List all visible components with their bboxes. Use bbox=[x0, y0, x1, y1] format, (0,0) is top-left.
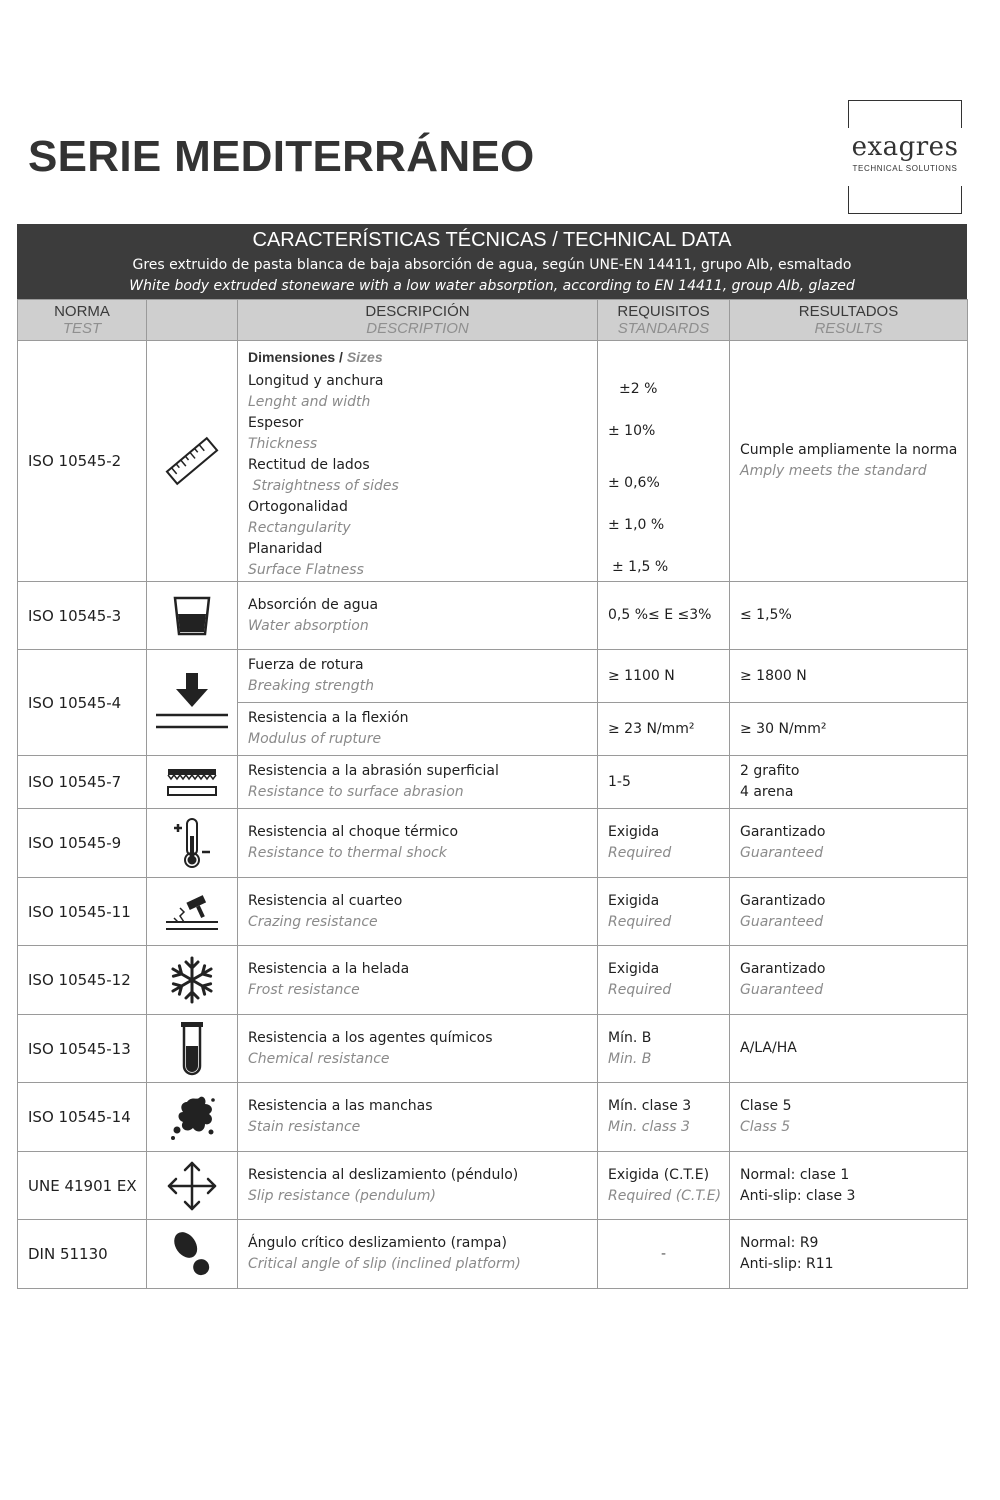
requirement-cell: Exigida Required bbox=[598, 878, 730, 946]
description-cell: Resistencia a la flexión Modulus of rupture bbox=[238, 703, 598, 756]
technical-data-title: CARACTERÍSTICAS TÉCNICAS / TECHNICAL DATA bbox=[252, 229, 732, 251]
column-header-resultados: RESULTADOS RESULTS bbox=[730, 300, 968, 341]
table-row bbox=[18, 582, 968, 650]
norm-cell: ISO 10545-2 bbox=[18, 341, 147, 582]
requirement-cell: Mín. B Min. B bbox=[598, 1015, 730, 1083]
description-cell: Resistencia a los agentes químicos Chemical resistance bbox=[238, 1015, 598, 1083]
table-row bbox=[18, 1015, 968, 1083]
requirement-cell: ≥ 1100 N bbox=[598, 650, 730, 703]
logo-name: exagres bbox=[851, 132, 959, 162]
technical-data-sheet bbox=[17, 224, 967, 1289]
column-header-norma: NORMA TEST bbox=[18, 300, 147, 341]
brand-logo bbox=[848, 100, 962, 214]
result-cell: Normal: R9 Anti-slip: R11 bbox=[730, 1220, 968, 1289]
water-glass-icon bbox=[147, 582, 238, 650]
description-cell: Fuerza de rotura Breaking strength bbox=[238, 650, 598, 703]
norm-cell: UNE 41901 EX bbox=[18, 1152, 147, 1220]
column-header-requisitos: REQUISITOS STANDARDS bbox=[598, 300, 730, 341]
description-cell: Resistencia a las manchas Stain resistance bbox=[238, 1083, 598, 1152]
thermometer-icon bbox=[147, 809, 238, 878]
abrasion-icon bbox=[147, 756, 238, 809]
ruler-icon bbox=[147, 341, 238, 582]
technical-data-table bbox=[17, 299, 968, 1289]
force-arrow-icon bbox=[147, 650, 238, 756]
result-cell: Garantizado Guaranteed bbox=[730, 878, 968, 946]
column-header-icon bbox=[147, 300, 238, 341]
table-row bbox=[18, 1083, 968, 1152]
requirement-cell: ±2 % ± 10% ± 0,6% ± 1,0 % ± 1,5 % bbox=[598, 341, 730, 582]
description-cell: Resistencia al cuarteo Crazing resistance bbox=[238, 878, 598, 946]
technical-data-subtitle-en: White body extruded stoneware with a low water absorption, according to EN 14411, group AIb, glazed bbox=[129, 278, 855, 294]
requirement-cell: 1-5 bbox=[598, 756, 730, 809]
crazing-hammer-icon bbox=[147, 878, 238, 946]
requirement-cell: Exigida Required bbox=[598, 946, 730, 1015]
test-tube-icon bbox=[147, 1015, 238, 1083]
norm-cell: ISO 10545-3 bbox=[18, 582, 147, 650]
norm-cell: ISO 10545-13 bbox=[18, 1015, 147, 1083]
logo-tagline: TECHNICAL SOLUTIONS bbox=[852, 164, 958, 173]
description-cell: Resistencia a la abrasión superficial Resistance to surface abrasion bbox=[238, 756, 598, 809]
result-cell: Clase 5 Class 5 bbox=[730, 1083, 968, 1152]
requirement-cell: Exigida Required bbox=[598, 809, 730, 878]
table-row bbox=[18, 809, 968, 878]
description-cell: Dimensiones / Sizes Longitud y anchura Lenght and width Espesor Thickness Rectitud de lados Straightness of sides Ortogonalidad Rectangularity Planaridad Surface Flatness bbox=[238, 341, 598, 582]
technical-data-subtitle-es: Gres extruido de pasta blanca de baja absorción de agua, según UNE-EN 14411, grupo AIb, esmaltado bbox=[132, 257, 852, 273]
table-row bbox=[18, 946, 968, 1015]
result-cell: Cumple ampliamente la norma Amply meets the standard bbox=[730, 341, 968, 582]
norm-cell: ISO 10545-11 bbox=[18, 878, 147, 946]
result-cell: ≥ 1800 N bbox=[730, 650, 968, 703]
norm-cell: ISO 10545-4 bbox=[18, 650, 147, 756]
norm-cell: ISO 10545-7 bbox=[18, 756, 147, 809]
requirement-cell: Exigida (C.T.E) Required (C.T.E) bbox=[598, 1152, 730, 1220]
page-title: SERIE MEDITERRÁNEO bbox=[28, 132, 535, 181]
technical-data-header bbox=[17, 224, 967, 299]
requirement-cell: 0,5 %≤ E ≤3% bbox=[598, 582, 730, 650]
norm-cell: ISO 10545-14 bbox=[18, 1083, 147, 1152]
table-header-row bbox=[18, 300, 968, 341]
result-cell: Garantizado Guaranteed bbox=[730, 809, 968, 878]
description-cell: Ángulo crítico deslizamiento (rampa) Critical angle of slip (inclined platform) bbox=[238, 1220, 598, 1289]
description-cell: Resistencia al choque térmico Resistance to thermal shock bbox=[238, 809, 598, 878]
result-cell: A/LA/HA bbox=[730, 1015, 968, 1083]
table-row bbox=[18, 878, 968, 946]
norm-cell: DIN 51130 bbox=[18, 1220, 147, 1289]
norm-cell: ISO 10545-9 bbox=[18, 809, 147, 878]
requirement-cell: ≥ 23 N/mm² bbox=[598, 703, 730, 756]
description-cell: Absorción de agua Water absorption bbox=[238, 582, 598, 650]
result-cell: Garantizado Guaranteed bbox=[730, 946, 968, 1015]
requirement-cell: - bbox=[598, 1220, 730, 1289]
result-cell: 2 grafito 4 arena bbox=[730, 756, 968, 809]
snowflake-icon bbox=[147, 946, 238, 1015]
table-row bbox=[18, 1220, 968, 1289]
description-cell: Resistencia al deslizamiento (péndulo) Slip resistance (pendulum) bbox=[238, 1152, 598, 1220]
footprint-icon bbox=[147, 1220, 238, 1289]
column-header-descripcion: DESCRIPCIÓN DESCRIPTION bbox=[238, 300, 598, 341]
result-cell: Normal: clase 1 Anti-slip: clase 3 bbox=[730, 1152, 968, 1220]
norm-cell: ISO 10545-12 bbox=[18, 946, 147, 1015]
description-cell: Resistencia a la helada Frost resistance bbox=[238, 946, 598, 1015]
move-arrows-icon bbox=[147, 1152, 238, 1220]
dimensions-heading: Dimensiones / Sizes bbox=[248, 349, 383, 365]
table-row bbox=[18, 1152, 968, 1220]
requirement-cell: Mín. clase 3 Min. class 3 bbox=[598, 1083, 730, 1152]
table-row bbox=[18, 341, 968, 582]
result-cell: ≥ 30 N/mm² bbox=[730, 703, 968, 756]
result-cell: ≤ 1,5% bbox=[730, 582, 968, 650]
stain-icon bbox=[147, 1083, 238, 1152]
table-row bbox=[18, 756, 968, 809]
table-row bbox=[18, 650, 968, 703]
